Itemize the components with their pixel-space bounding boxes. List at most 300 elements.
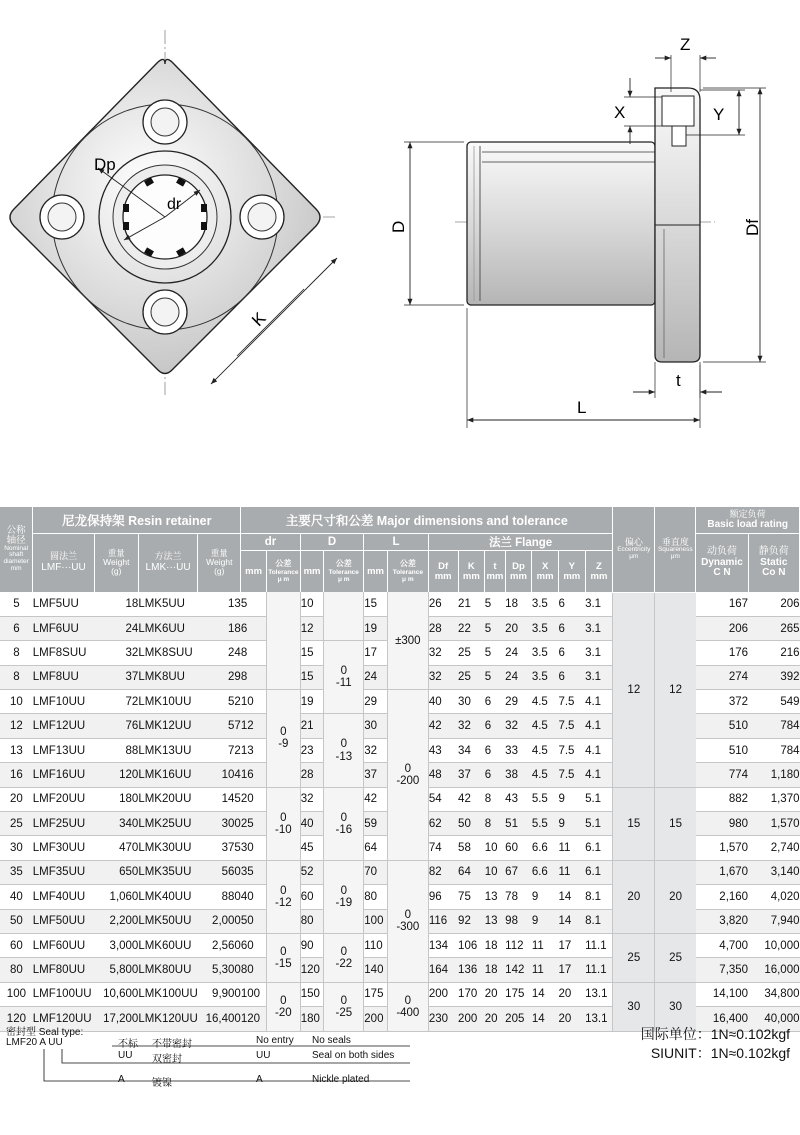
dim-label-l: L <box>577 398 587 417</box>
cell-Y: 20 <box>558 982 585 1006</box>
cell-Y: 11 <box>558 836 585 860</box>
cell-Z: 4.1 <box>585 738 613 762</box>
cell-lmk-model: LMK25UU <box>138 812 197 836</box>
cell-L: 32 <box>364 738 388 762</box>
cell-static-load: 16,000 <box>748 958 799 982</box>
cell-lmk-weight: 300 <box>198 812 241 836</box>
cell-L: 70 <box>364 860 388 884</box>
cell-shaft-diameter: 25 <box>0 812 33 836</box>
cell-squareness: 12 <box>655 592 696 787</box>
col-head-X: X mm <box>532 551 559 593</box>
cell-lmk-weight: 24 <box>198 641 241 665</box>
seal-type-code: LMF20 A UU <box>6 1037 63 1048</box>
legend-en-desc-1: No seals <box>312 1035 351 1046</box>
side-view <box>389 35 766 428</box>
cell-lmk-model: LMK100UU <box>138 982 197 1006</box>
cell-lmf-model: LMF8UU <box>33 665 94 689</box>
cell-lmk-weight: 880 <box>198 885 241 909</box>
front-view <box>10 30 337 395</box>
cell-t: 18 <box>485 933 505 957</box>
cell-D-tolerance: 0 -11 <box>324 641 364 714</box>
cell-lmf-weight: 76 <box>94 714 138 738</box>
cell-X: 3.5 <box>532 592 559 616</box>
cell-static-load: 549 <box>748 690 799 714</box>
cell-Df: 48 <box>428 763 458 787</box>
cell-X: 6.6 <box>532 836 559 860</box>
cell-dynamic-load: 206 <box>696 616 748 640</box>
cell-Dp: 18 <box>505 592 532 616</box>
cell-static-load: 34,800 <box>748 982 799 1006</box>
cell-L: 17 <box>364 641 388 665</box>
cell-Dp: 33 <box>505 738 532 762</box>
cell-Y: 7.5 <box>558 763 585 787</box>
cell-K: 34 <box>458 738 485 762</box>
cell-t: 6 <box>485 763 505 787</box>
cell-dr: 35 <box>241 860 267 884</box>
cell-dr: 10 <box>241 690 267 714</box>
cell-lmk-weight: 29 <box>198 665 241 689</box>
cell-Dp: 175 <box>505 982 532 1006</box>
cell-dr: 8 <box>241 665 267 689</box>
cell-eccentricity: 25 <box>613 933 655 982</box>
cell-shaft-diameter: 100 <box>0 982 33 1006</box>
cell-Dp: 205 <box>505 1007 532 1031</box>
cell-dr-tolerance: 0 -12 <box>266 860 300 933</box>
cell-Df: 116 <box>428 909 458 933</box>
cell-K: 30 <box>458 690 485 714</box>
cell-Z: 13.1 <box>585 982 613 1006</box>
cell-D: 45 <box>300 836 324 860</box>
cell-dynamic-load: 774 <box>696 763 748 787</box>
cell-L: 24 <box>364 665 388 689</box>
cell-dynamic-load: 167 <box>696 592 748 616</box>
cell-Y: 6 <box>558 641 585 665</box>
table-row <box>0 982 800 1006</box>
dim-label-y: Y <box>713 105 725 124</box>
cell-shaft-diameter: 120 <box>0 1007 33 1031</box>
cell-D: 10 <box>300 592 324 616</box>
cell-lmf-weight: 2,200 <box>94 909 138 933</box>
cell-dynamic-load: 372 <box>696 690 748 714</box>
cell-lmk-weight: 5,300 <box>198 958 241 982</box>
cell-Z: 3.1 <box>585 641 613 665</box>
cell-shaft-diameter: 50 <box>0 909 33 933</box>
spec-table <box>0 507 800 1032</box>
cell-lmf-model: LMF10UU <box>33 690 94 714</box>
group-head-major-dimensions: 主要尺寸和公差 Major dimensions and tolerance <box>241 507 613 534</box>
col-head-D-tol: 公差 Tolerance μ m <box>324 551 364 593</box>
cell-D: 80 <box>300 909 324 933</box>
cell-Df: 54 <box>428 787 458 811</box>
cell-lmf-model: LMF5UU <box>33 592 94 616</box>
cell-Dp: 24 <box>505 665 532 689</box>
cell-Z: 11.1 <box>585 933 613 957</box>
cell-lmf-weight: 37 <box>94 665 138 689</box>
cell-static-load: 265 <box>748 616 799 640</box>
cell-D-tolerance: 0 -22 <box>324 933 364 982</box>
cell-eccentricity: 12 <box>613 592 655 787</box>
cell-L: 37 <box>364 763 388 787</box>
cell-squareness: 30 <box>655 982 696 1031</box>
cell-L: 100 <box>364 909 388 933</box>
cell-static-load: 10,000 <box>748 933 799 957</box>
cell-lmf-weight: 10,600 <box>94 982 138 1006</box>
cell-X: 4.5 <box>532 763 559 787</box>
cell-D: 180 <box>300 1007 324 1031</box>
cell-dynamic-load: 2,160 <box>696 885 748 909</box>
cell-shaft-diameter: 20 <box>0 787 33 811</box>
seal-type-legend <box>0 1018 800 1135</box>
cell-static-load: 392 <box>748 665 799 689</box>
cell-K: 32 <box>458 714 485 738</box>
cell-eccentricity: 30 <box>613 982 655 1031</box>
cell-X: 11 <box>532 933 559 957</box>
cell-dynamic-load: 7,350 <box>696 958 748 982</box>
col-head-L-tol: 公差 Tolerance μ m <box>387 551 428 593</box>
cell-L-tolerance: 0 -300 <box>387 860 428 982</box>
cell-dr: 13 <box>241 738 267 762</box>
cell-Dp: 67 <box>505 860 532 884</box>
cell-X: 9 <box>532 885 559 909</box>
cell-dr: 20 <box>241 787 267 811</box>
cell-D: 90 <box>300 933 324 957</box>
cell-lmf-model: LMF12UU <box>33 714 94 738</box>
cell-X: 9 <box>532 909 559 933</box>
cell-X: 4.5 <box>532 714 559 738</box>
cell-lmf-model: LMF8SUU <box>33 641 94 665</box>
cell-lmk-model: LMK6UU <box>138 616 197 640</box>
cell-squareness: 20 <box>655 860 696 933</box>
cell-Z: 3.1 <box>585 616 613 640</box>
cell-K: 50 <box>458 812 485 836</box>
legend-cn-desc-3: 镀镍 <box>152 1078 172 1089</box>
cell-lmf-model: LMF60UU <box>33 933 94 957</box>
cell-lmf-weight: 180 <box>94 787 138 811</box>
cell-D: 150 <box>300 982 324 1006</box>
col-head-flange: 法兰 Flange <box>428 534 612 551</box>
table-row <box>0 860 800 884</box>
cell-dr: 8 <box>241 641 267 665</box>
cell-L: 80 <box>364 885 388 909</box>
cell-shaft-diameter: 10 <box>0 690 33 714</box>
legend-cn-code-3: A <box>118 1074 125 1085</box>
cell-static-load: 784 <box>748 714 799 738</box>
cell-Y: 14 <box>558 909 585 933</box>
unit-note-cn: 国际单位：1N≈0.102kgf <box>640 1026 790 1042</box>
cell-D: 52 <box>300 860 324 884</box>
cell-dr: 6 <box>241 616 267 640</box>
cell-lmk-weight: 145 <box>198 787 241 811</box>
cell-K: 22 <box>458 616 485 640</box>
cell-dr: 120 <box>241 1007 267 1031</box>
cell-Y: 6 <box>558 592 585 616</box>
cell-t: 5 <box>485 665 505 689</box>
cell-lmf-weight: 72 <box>94 690 138 714</box>
spec-table-wrapper <box>0 507 800 1032</box>
col-head-Y: Y mm <box>558 551 585 593</box>
cell-dr-tolerance <box>266 592 300 690</box>
dim-label-z: Z <box>680 35 691 54</box>
col-head-Z: Z mm <box>585 551 613 593</box>
cell-L: 59 <box>364 812 388 836</box>
cell-static-load: 1,370 <box>748 787 799 811</box>
cell-lmk-model: LMK60UU <box>138 933 197 957</box>
cell-D-tolerance <box>324 592 364 641</box>
cell-dynamic-load: 510 <box>696 714 748 738</box>
cell-L: 140 <box>364 958 388 982</box>
cell-lmk-model: LMK40UU <box>138 885 197 909</box>
cell-lmf-weight: 340 <box>94 812 138 836</box>
cell-t: 18 <box>485 958 505 982</box>
cell-K: 42 <box>458 787 485 811</box>
cell-dynamic-load: 1,670 <box>696 860 748 884</box>
cell-Df: 32 <box>428 665 458 689</box>
spec-table-body <box>0 592 800 1031</box>
col-head-round-flange: 圆法兰 LMF···UU <box>33 534 94 593</box>
cell-lmf-weight: 1,060 <box>94 885 138 909</box>
cell-lmk-weight: 2,560 <box>198 933 241 957</box>
cell-t: 6 <box>485 690 505 714</box>
cell-lmf-model: LMF80UU <box>33 958 94 982</box>
cell-D-tolerance: 0 -13 <box>324 714 364 787</box>
cell-Y: 7.5 <box>558 714 585 738</box>
cell-lmf-weight: 24 <box>94 616 138 640</box>
col-head-L-mm: mm <box>364 551 388 593</box>
cell-lmk-weight: 52 <box>198 690 241 714</box>
cell-eccentricity: 15 <box>613 787 655 860</box>
cell-lmk-model: LMK80UU <box>138 958 197 982</box>
cell-lmk-weight: 9,900 <box>198 982 241 1006</box>
dim-label-dp: Dp <box>94 155 116 174</box>
cell-squareness: 15 <box>655 787 696 860</box>
cell-Y: 6 <box>558 616 585 640</box>
cell-L-tolerance: 0 -200 <box>387 690 428 861</box>
cell-static-load: 1,570 <box>748 812 799 836</box>
cell-dynamic-load: 882 <box>696 787 748 811</box>
cell-static-load: 3,140 <box>748 860 799 884</box>
cell-lmk-model: LMK50UU <box>138 909 197 933</box>
cell-K: 25 <box>458 665 485 689</box>
cell-D: 12 <box>300 616 324 640</box>
cell-D: 32 <box>300 787 324 811</box>
cell-Df: 26 <box>428 592 458 616</box>
cell-lmf-model: LMF20UU <box>33 787 94 811</box>
cell-D: 19 <box>300 690 324 714</box>
cell-K: 136 <box>458 958 485 982</box>
cell-dr: 5 <box>241 592 267 616</box>
cell-D-tolerance: 0 -19 <box>324 860 364 933</box>
cell-Df: 200 <box>428 982 458 1006</box>
cell-lmf-model: LMF6UU <box>33 616 94 640</box>
cell-X: 4.5 <box>532 690 559 714</box>
cell-lmk-weight: 2,000 <box>198 909 241 933</box>
cell-static-load: 40,000 <box>748 1007 799 1031</box>
cell-dr: 80 <box>241 958 267 982</box>
cell-lmk-weight: 560 <box>198 860 241 884</box>
dim-label-x: X <box>614 103 626 122</box>
cell-lmk-weight: 375 <box>198 836 241 860</box>
cell-Dp: 29 <box>505 690 532 714</box>
col-head-K: K mm <box>458 551 485 593</box>
cell-static-load: 216 <box>748 641 799 665</box>
unit-note-en: SIUNIT：1N≈0.102kgf <box>650 1045 790 1061</box>
cell-Df: 62 <box>428 812 458 836</box>
cell-Dp: 112 <box>505 933 532 957</box>
cell-X: 11 <box>532 958 559 982</box>
cell-static-load: 2,740 <box>748 836 799 860</box>
cell-shaft-diameter: 80 <box>0 958 33 982</box>
cell-shaft-diameter: 8 <box>0 665 33 689</box>
cell-shaft-diameter: 6 <box>0 616 33 640</box>
cell-Df: 40 <box>428 690 458 714</box>
dim-label-k: K <box>248 308 270 331</box>
col-head-square-flange: 方法兰 LMK···UU <box>138 534 197 593</box>
cell-Y: 11 <box>558 860 585 884</box>
cell-Df: 134 <box>428 933 458 957</box>
cell-dr-tolerance: 0 -20 <box>266 982 300 1031</box>
dim-label-t: t <box>676 371 681 390</box>
cell-shaft-diameter: 35 <box>0 860 33 884</box>
cell-D: 15 <box>300 665 324 689</box>
col-head-D-mm: mm <box>300 551 324 593</box>
cell-lmk-model: LMK13UU <box>138 738 197 762</box>
cell-shaft-diameter: 5 <box>0 592 33 616</box>
cell-shaft-diameter: 30 <box>0 836 33 860</box>
cell-Df: 43 <box>428 738 458 762</box>
cell-dynamic-load: 4,700 <box>696 933 748 957</box>
cell-Z: 5.1 <box>585 787 613 811</box>
cell-X: 3.5 <box>532 641 559 665</box>
cell-lmf-weight: 88 <box>94 738 138 762</box>
cell-Z: 8.1 <box>585 885 613 909</box>
cell-shaft-diameter: 12 <box>0 714 33 738</box>
cell-t: 5 <box>485 616 505 640</box>
cell-K: 25 <box>458 641 485 665</box>
cell-lmk-model: LMK10UU <box>138 690 197 714</box>
cell-t: 13 <box>485 909 505 933</box>
cell-Z: 3.1 <box>585 592 613 616</box>
cell-lmf-model: LMF100UU <box>33 982 94 1006</box>
legend-cn-desc-1: 不带密封 <box>152 1039 192 1050</box>
cell-lmk-model: LMK30UU <box>138 836 197 860</box>
cell-Y: 17 <box>558 933 585 957</box>
cell-Y: 7.5 <box>558 690 585 714</box>
cell-lmf-weight: 470 <box>94 836 138 860</box>
cell-Y: 6 <box>558 665 585 689</box>
cell-D: 23 <box>300 738 324 762</box>
col-head-dynamic: 动负荷 Dynamic C N <box>696 534 748 593</box>
cell-dynamic-load: 16,400 <box>696 1007 748 1031</box>
col-head-t: t mm <box>485 551 505 593</box>
cell-static-load: 784 <box>748 738 799 762</box>
cell-shaft-diameter: 13 <box>0 738 33 762</box>
cell-dr: 60 <box>241 933 267 957</box>
cell-lmk-model: LMK35UU <box>138 860 197 884</box>
cell-D: 40 <box>300 812 324 836</box>
cell-t: 5 <box>485 641 505 665</box>
cell-t: 10 <box>485 836 505 860</box>
cell-lmf-weight: 5,800 <box>94 958 138 982</box>
cell-L: 110 <box>364 933 388 957</box>
legend-en-desc-3: Nickle plated <box>312 1074 370 1085</box>
cell-dr-tolerance: 0 -9 <box>266 690 300 788</box>
cell-L: 19 <box>364 616 388 640</box>
cell-Z: 8.1 <box>585 909 613 933</box>
group-head-load-rating: 额定负荷 Basic load rating <box>696 507 800 534</box>
cell-dr: 30 <box>241 836 267 860</box>
cell-Y: 9 <box>558 787 585 811</box>
cell-K: 21 <box>458 592 485 616</box>
cell-dr: 16 <box>241 763 267 787</box>
cell-Y: 17 <box>558 958 585 982</box>
cell-dr: 50 <box>241 909 267 933</box>
cell-shaft-diameter: 40 <box>0 885 33 909</box>
legend-cn-desc-2: 双密封 <box>152 1054 182 1065</box>
cell-static-load: 7,940 <box>748 909 799 933</box>
cell-K: 64 <box>458 860 485 884</box>
cell-Df: 74 <box>428 836 458 860</box>
cell-D: 15 <box>300 641 324 665</box>
cell-D: 28 <box>300 763 324 787</box>
bearing-body <box>467 142 655 305</box>
cell-lmk-model: LMK16UU <box>138 763 197 787</box>
cell-Z: 5.1 <box>585 812 613 836</box>
col-head-round-weight: 重量 Weight (g) <box>94 534 138 593</box>
cell-shaft-diameter: 60 <box>0 933 33 957</box>
cell-static-load: 1,180 <box>748 763 799 787</box>
legend-en-code-2: UU <box>256 1050 271 1061</box>
cell-t: 20 <box>485 982 505 1006</box>
cell-lmf-model: LMF25UU <box>33 812 94 836</box>
cell-Dp: 98 <box>505 909 532 933</box>
legend-cn-code-1: 不标 <box>118 1039 138 1050</box>
table-row <box>0 592 800 616</box>
cell-Z: 4.1 <box>585 690 613 714</box>
cell-X: 14 <box>532 1007 559 1031</box>
cell-lmk-weight: 18 <box>198 616 241 640</box>
cell-X: 6.6 <box>532 860 559 884</box>
cell-L-tolerance: ±300 <box>387 592 428 690</box>
col-head-square-weight: 重量 Weight (g) <box>198 534 241 593</box>
cell-Dp: 78 <box>505 885 532 909</box>
cell-dynamic-load: 274 <box>696 665 748 689</box>
cell-lmk-weight: 72 <box>198 738 241 762</box>
cell-t: 6 <box>485 714 505 738</box>
cell-Z: 6.1 <box>585 860 613 884</box>
cell-lmk-model: LMK12UU <box>138 714 197 738</box>
cell-K: 200 <box>458 1007 485 1031</box>
cell-lmf-model: LMF40UU <box>33 885 94 909</box>
cell-K: 170 <box>458 982 485 1006</box>
cell-D: 120 <box>300 958 324 982</box>
cell-t: 20 <box>485 1007 505 1031</box>
col-head-squareness: 垂直度 Squareness μm <box>655 507 696 592</box>
col-head-dr-tol: 公差 Tolerance μ m <box>266 551 300 593</box>
cell-Y: 9 <box>558 812 585 836</box>
seal-type-title: 密封型 Seal type: <box>6 1027 84 1038</box>
cell-Y: 14 <box>558 885 585 909</box>
cell-t: 5 <box>485 592 505 616</box>
cell-static-load: 4,020 <box>748 885 799 909</box>
col-head-eccentricity: 偏心 Eccentricity μm <box>613 507 655 592</box>
cell-X: 4.5 <box>532 738 559 762</box>
legend-en-code-1: No entry <box>256 1035 294 1046</box>
col-head-dr-mm: mm <box>241 551 267 593</box>
cell-Df: 96 <box>428 885 458 909</box>
cell-static-load: 206 <box>748 592 799 616</box>
cell-lmf-weight: 3,000 <box>94 933 138 957</box>
cell-lmf-model: LMF35UU <box>33 860 94 884</box>
